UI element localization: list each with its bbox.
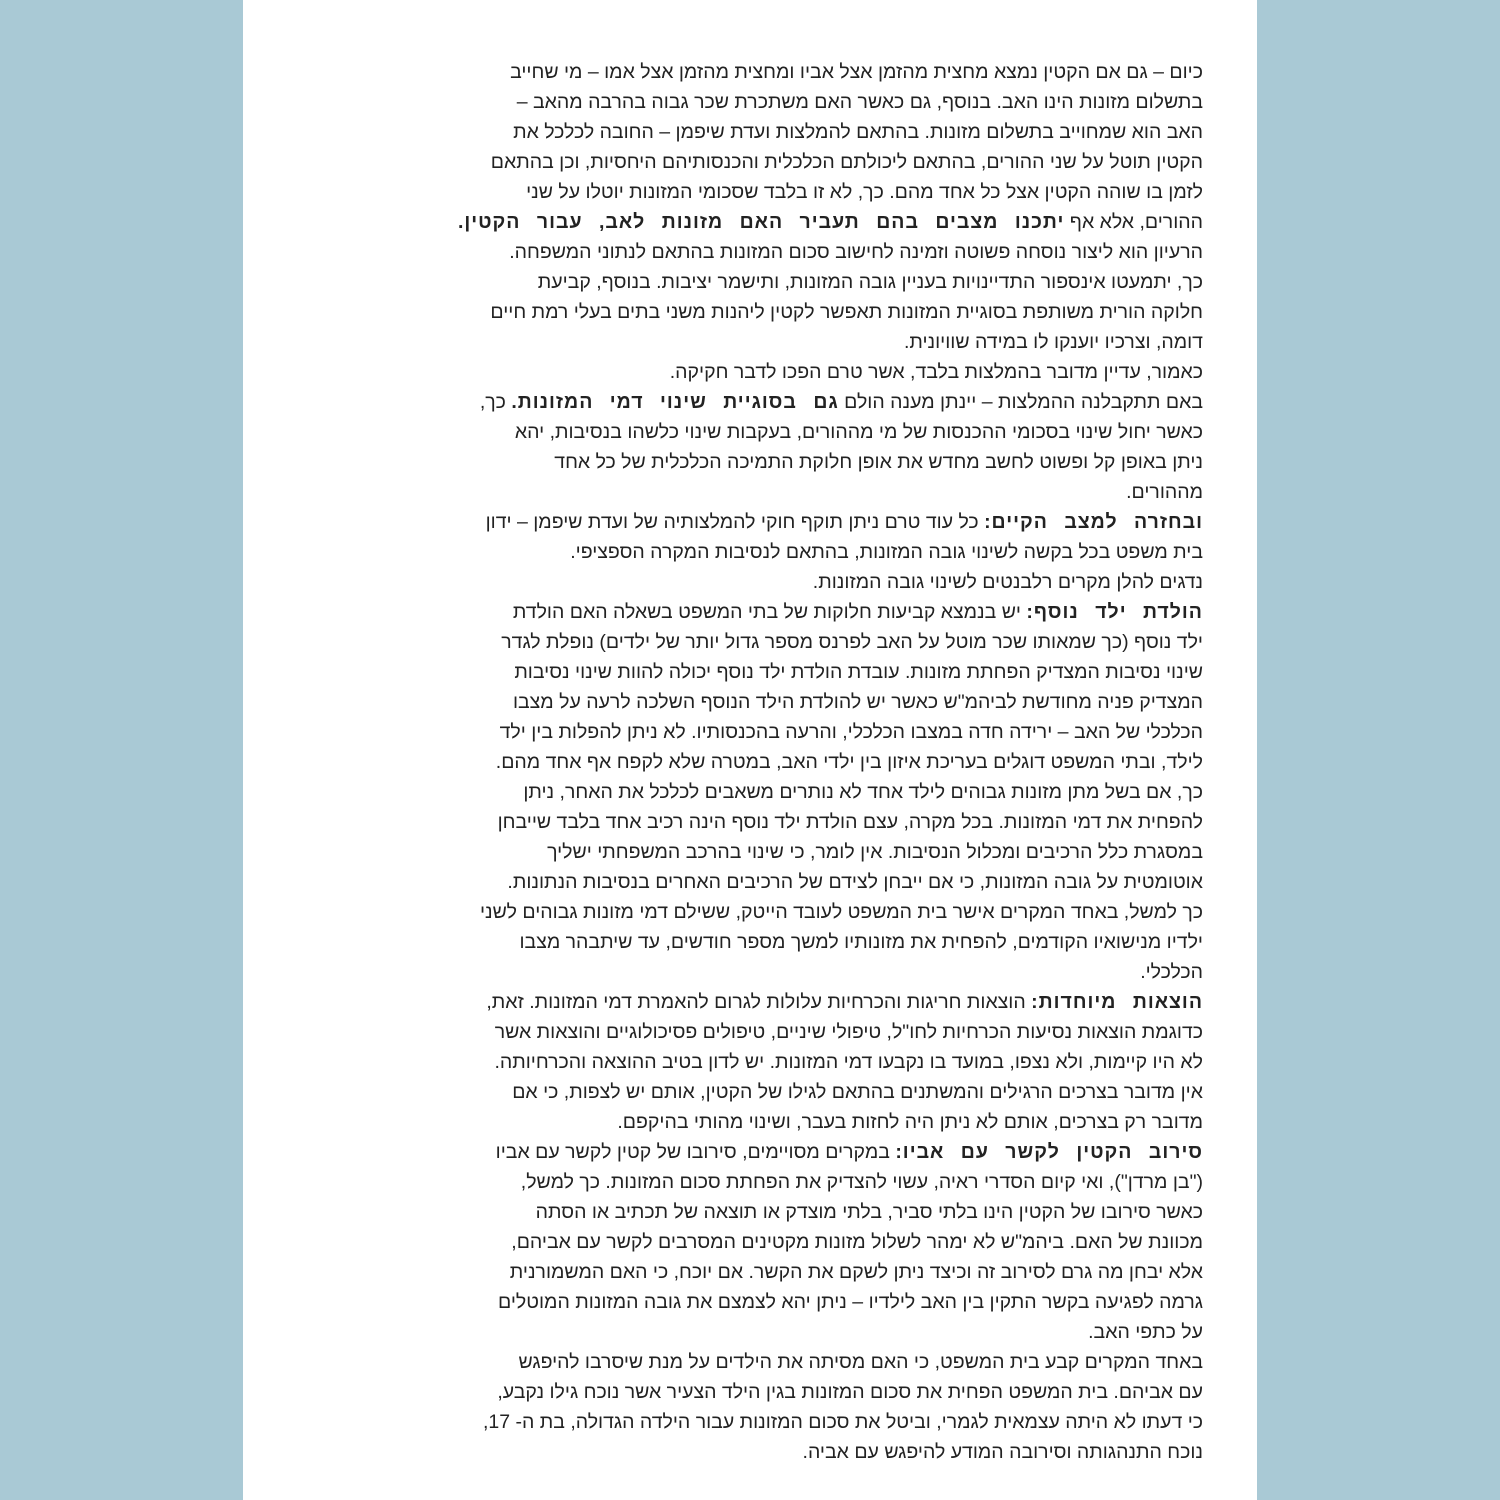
text-line xyxy=(303,1107,1203,1137)
text-line xyxy=(303,1017,1203,1047)
body-text: ילד נוסף (כך שמאותו שכר מוטל על האב לפרנס מספר גדול יותר של ילדים) נופלת לגדר xyxy=(501,631,1203,653)
body-text: המצדיק פניה מחודשת לביהמ"ש כאשר יש להולדת הילד הנוסף השלכה לרעה על מצבו xyxy=(512,691,1203,713)
text-line xyxy=(303,147,1203,177)
body-text: ההורים, אלא אף xyxy=(1064,211,1203,233)
text-line xyxy=(303,957,1203,987)
body-text: כאמור, עדיין מדובר בהמלצות בלבד, אשר טרם הפכו לדבר חקיקה. xyxy=(669,361,1203,383)
text-line xyxy=(303,897,1203,927)
text-line xyxy=(303,837,1203,867)
bold-heading-text: יתכנו מצבים בהם תעביר האם מזונות לאב, עבור הקטין. xyxy=(457,211,1065,233)
text-line xyxy=(303,1407,1203,1437)
text-line xyxy=(303,927,1203,957)
body-text: ילדיו מנישואיו הקודמים, להפחית את מזונותיו למשך מספר חודשים, עד שיתבהר מצבו xyxy=(519,931,1203,953)
body-text: הכלכלי של האב – ירידה חדה במצבו הכלכלי, והרעה בהכנסותיו. לא ניתן להפלות בין ילד xyxy=(499,721,1203,743)
body-text: כך, אם בשל מתן מזונות גבוהים לילד אחד לא נותרים משאבים לכלכל את האחר, ניתן xyxy=(523,781,1203,803)
text-line xyxy=(303,1257,1203,1287)
body-text: עם אביהם. בית המשפט הפחית את סכום המזונות בגין הילד הצעיר אשר נוכח גילו נקבע, xyxy=(497,1381,1203,1403)
bold-heading-text: גם בסוגיית שינוי דמי המזונות. xyxy=(511,391,839,413)
text-line xyxy=(303,1437,1203,1467)
body-text: יש בנמצא קביעות חלוקות של בתי המשפט בשאלה האם הולדת xyxy=(512,601,1027,623)
body-text: הקטין תוטל על שני ההורים, בהתאם ליכולתם הכלכלית והכנסותיהם היחסיות, וכן בהתאם xyxy=(490,151,1203,173)
body-text: מכוונת של האם. ביהמ"ש לא ימהר לשלול מזונות מקטינים המסרבים לקשר עם אביהם, xyxy=(511,1231,1203,1253)
body-text: כל עוד טרם ניתן תוקף חוקי להמלצותיה של ועדת שיפמן – ידון xyxy=(485,511,985,533)
text-line xyxy=(303,1137,1203,1167)
body-text: הרעיון הוא ליצור נוסחה פשוטה וזמינה לחישוב סכום המזונות בהתאם לנתוני המשפחה. xyxy=(509,241,1203,263)
body-text: במקרים מסויימים, סירובו של קטין לקשר עם אביו xyxy=(495,1141,896,1163)
text-line xyxy=(303,1317,1203,1347)
text-line xyxy=(303,627,1203,657)
text-line xyxy=(303,777,1203,807)
body-text: במסגרת כלל הרכיבים ומכלול הנסיבות. אין לומר, כי שינוי בהרכב המשפחתי ישליך xyxy=(547,841,1203,863)
body-text: גרמה לפגיעה בקשר התקין בין האב לילדיו – ניתן יהא לצמצם את גובה המזונות המוטלים xyxy=(498,1291,1203,1313)
bold-heading-text: הולדת ילד נוסף: xyxy=(1026,601,1203,623)
body-text: אלא יבחן מה גרם לסירוב זה וכיצד ניתן לשקם את הקשר. אם יוכח, כי האם המשמורנית xyxy=(509,1261,1203,1283)
text-line xyxy=(303,177,1203,207)
text-line xyxy=(303,1167,1203,1197)
text-line xyxy=(303,297,1203,327)
text-line xyxy=(303,267,1203,297)
body-text: אין מדובר בצרכים הרגילים והמשתנים בהתאם לגילו של הקטין, אותם יש לצפות, כי אם xyxy=(512,1081,1203,1103)
body-text: חלוקה הורית משותפת בסוגיית המזונות תאפשר לקטין ליהנות משני בתים בעלי רמת חיים xyxy=(490,301,1203,323)
text-line xyxy=(303,747,1203,777)
text-line xyxy=(303,1287,1203,1317)
text-line xyxy=(303,1377,1203,1407)
text-line xyxy=(303,327,1203,357)
text-line xyxy=(303,1347,1203,1377)
body-text: מדובר רק בצרכים, אותם לא ניתן היה לחזות בעבר, ושינוי מהותי בהיקפם. xyxy=(617,1111,1203,1133)
text-line xyxy=(303,417,1203,447)
body-text: באם תתקבלנה ההמלצות – יינתן מענה הולם xyxy=(838,391,1203,413)
text-line xyxy=(303,87,1203,117)
text-line xyxy=(303,1047,1203,1077)
bold-heading-text: ובחזרה למצב הקיים: xyxy=(984,511,1203,533)
text-line xyxy=(303,867,1203,897)
text-line xyxy=(303,357,1203,387)
body-text: לילד, ובתי המשפט דוגלים בעריכת איזון בין ילדי האב, במטרה שלא לקפח אף אחד מהם. xyxy=(495,751,1203,773)
body-text: כך, יתמעטו אינספור התדיינויות בעניין גובה המזונות, ותישמר יציבות. בנוסף, קביעת xyxy=(537,271,1203,293)
body-text: כאשר יחול שינוי בסכומי ההכנסות של מי מההורים, בעקבות שינוי כלשהו בנסיבות, יהא xyxy=(514,421,1203,443)
body-text: דומה, וצרכיו יוענקו לו במידה שוויונית. xyxy=(903,331,1203,353)
body-text: כדוגמת הוצאות נסיעות הכרחיות לחו"ל, טיפולי שיניים, טיפולים פסיכולוגיים והוצאות אשר xyxy=(494,1021,1203,1043)
text-line xyxy=(303,57,1203,87)
body-text: להפחית את דמי המזונות. בכל מקרה, עצם הולדת ילד נוסף הינה רכיב אחד בלבד שייבחן xyxy=(497,811,1203,833)
text-line xyxy=(303,387,1203,417)
body-text: לזמן בו שוהה הקטין אצל כל אחד מהם. כך, לא זו בלבד שסכומי המזונות יוטלו על שני xyxy=(526,181,1203,203)
body-text: באחד המקרים קבע בית המשפט, כי האם מסיתה את הילדים על מנת שיסרבו להיפגש xyxy=(518,1351,1203,1373)
text-line xyxy=(303,1077,1203,1107)
bold-heading-text: הוצאות מיוחדות: xyxy=(1031,991,1203,1013)
text-line xyxy=(303,1227,1203,1257)
body-text: נוכח התנהגותה וסירובה המודע להיפגש עם אביה. xyxy=(802,1441,1203,1463)
body-text: כך למשל, באחד המקרים אישר בית המשפט לעובד הייטק, ששילם דמי מזונות גבוהים לשני xyxy=(479,901,1203,923)
body-text: הוצאות חריגות והכרחיות עלולות לגרום להאמרת דמי המזונות. זאת, xyxy=(486,991,1032,1013)
body-text: אוטומטית על גובה המזונות, כי אם ייבחן לצידם של הרכיבים האחרים בנסיבות הנתונות. xyxy=(507,871,1203,893)
text-line xyxy=(303,717,1203,747)
body-text: הכלכלי. xyxy=(1140,961,1203,983)
text-line xyxy=(303,447,1203,477)
body-text: בית משפט בכל בקשה לשינוי גובה המזונות, בהתאם לנסיבות המקרה הספציפי. xyxy=(570,541,1203,563)
body-text: כאשר סירובו של הקטין הינו בלתי סביר, בלתי מוצדק או תוצאה של תכתיב או הסתה xyxy=(535,1201,1203,1223)
text-line xyxy=(303,807,1203,837)
text-line xyxy=(303,987,1203,1017)
text-line xyxy=(303,597,1203,627)
body-text: האב הוא שמחוייב בתשלום מזונות. בהתאם להמלצות ועדת שיפמן – החובה לכלכל את xyxy=(513,121,1203,143)
text-line xyxy=(303,237,1203,267)
body-text: כיום – גם אם הקטין נמצא מחצית מהזמן אצל אביו ומחצית מהזמן אצל אמו – מי שחייב xyxy=(510,61,1203,83)
document-text xyxy=(303,57,1203,1467)
body-text: מההורים. xyxy=(1126,481,1203,503)
text-line xyxy=(303,687,1203,717)
text-line xyxy=(303,537,1203,567)
body-text: כי דעתו לא היתה עצמאית לגמרי, וביטל את סכום המזונות עבור הילדה הגדולה, בת ה- 17, xyxy=(482,1411,1203,1433)
text-line xyxy=(303,477,1203,507)
text-line xyxy=(303,1197,1203,1227)
body-text: שינוי נסיבות המצדיק הפחתת מזונות. עובדת הולדת ילד נוסף יכולה להוות שינוי נסיבות xyxy=(514,661,1203,683)
bold-heading-text: סירוב הקטין לקשר עם אביו: xyxy=(895,1141,1203,1163)
body-text: בתשלום מזונות הינו האב. בנוסף, גם כאשר האם משתכרת שכר גבוה בהרבה מהאב – xyxy=(516,91,1203,113)
body-text: ניתן באופן קל ופשוט לחשב מחדש את אופן חלוקת התמיכה הכלכלית של כל אחד xyxy=(554,451,1203,473)
text-line xyxy=(303,207,1203,237)
body-text: כך, xyxy=(479,391,512,413)
body-text: נדגים להלן מקרים רלבנטים לשינוי גובה המזונות. xyxy=(812,571,1203,593)
text-line xyxy=(303,567,1203,597)
text-line xyxy=(303,507,1203,537)
document-page xyxy=(243,0,1257,1500)
body-text: על כתפי האב. xyxy=(1088,1321,1203,1343)
text-line xyxy=(303,657,1203,687)
body-text: לא היו קיימות, ולא נצפו, במועד בו נקבעו דמי המזונות. יש לדון בטיב ההוצאה והכרחיותה. xyxy=(494,1051,1203,1073)
text-line xyxy=(303,117,1203,147)
body-text: ("בן מרדן"), ואי קיום הסדרי ראיה, עשוי להצדיק את הפחתת סכום המזונות. כך למשל, xyxy=(520,1171,1203,1193)
